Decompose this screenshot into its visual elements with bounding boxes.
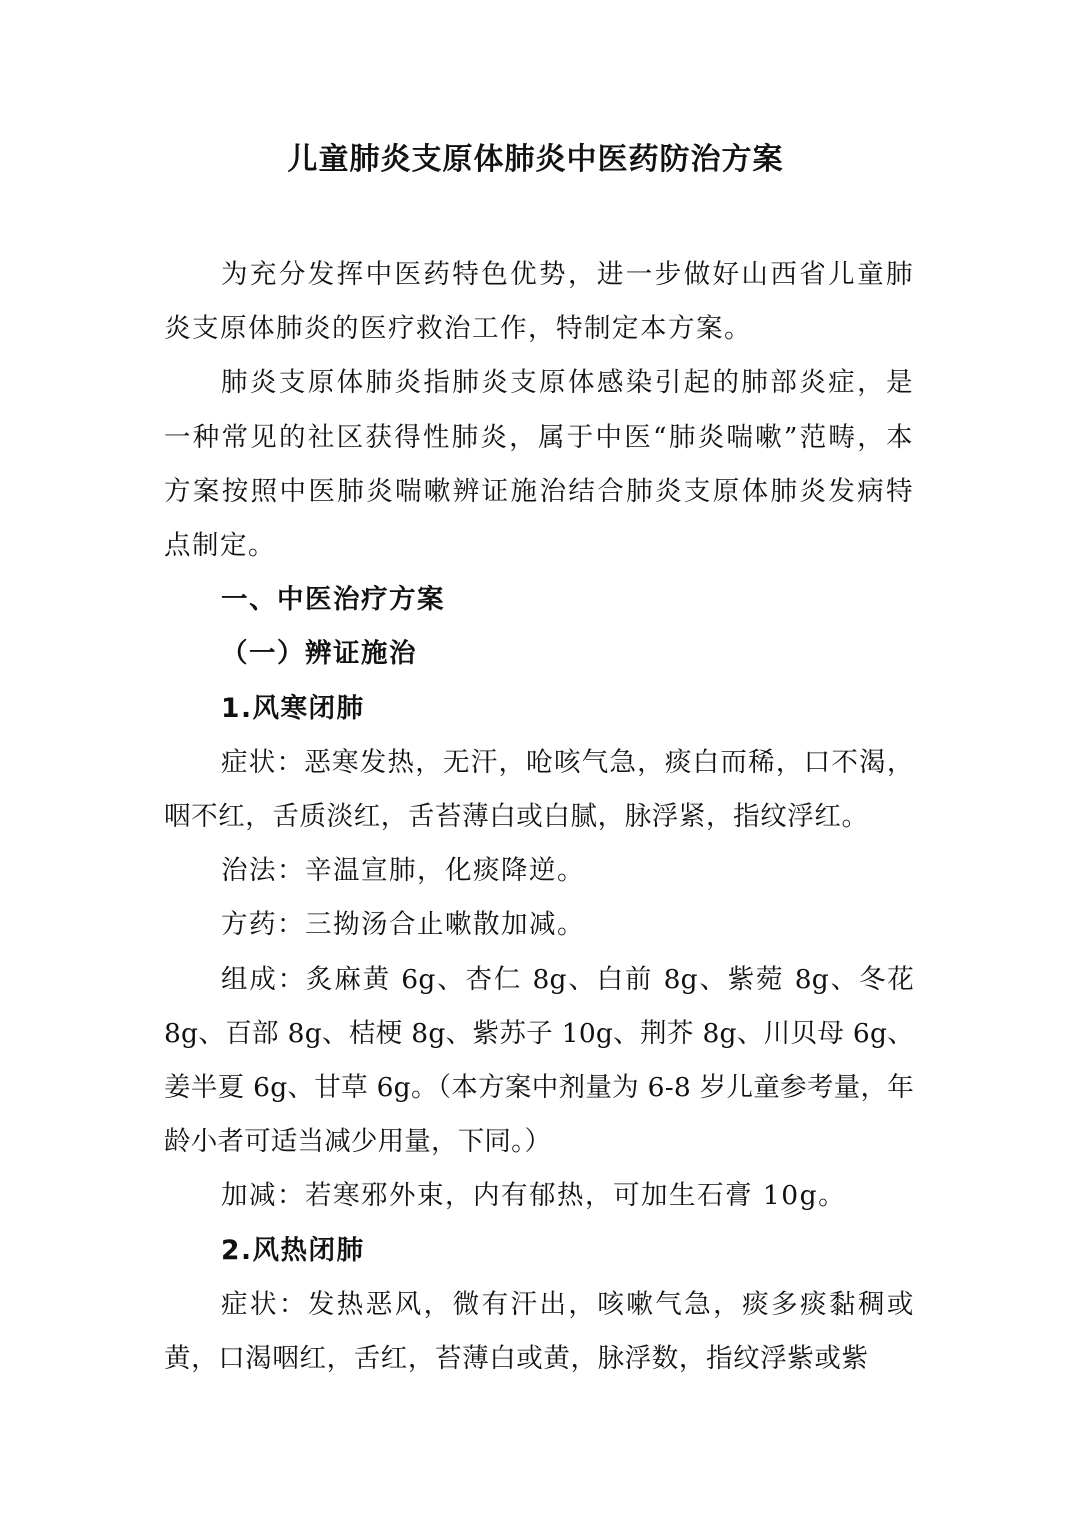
syndrome-1-title: 1.风寒闭肺 (221, 692, 365, 724)
definition-paragraph: 肺炎支原体肺炎指肺炎支原体感染引起的肺部炎症，是一种常见的社区获得性肺炎，属于中医“肺炎喘嗽”范畴，本方案按照中医肺炎喘嗽辨证施治结合肺炎支原体肺炎发病特点制定。 (164, 367, 914, 562)
syndrome-1-composition: 组成：炙麻黄 6g、杏仁 8g、白前 8g、紫菀 8g、冬花 8g、百部 8g、桔梗 8g、紫苏子 10g、荆芥 8g、川贝母 6g、姜半夏 6g、甘草 6g。（本方案中剂量为 6-8 岁儿童参考量，年龄小者可适当减少用量，下同。） (164, 963, 914, 1158)
section-heading: 一、中医治疗方案 (221, 584, 445, 616)
subsection-heading: （一）辨证施治 (221, 638, 417, 670)
syndrome-2-symptoms: 症状：发热恶风，微有汗出，咳嗽气急，痰多痰黏稠或黄，口渴咽红，舌红，苔薄白或黄，脉浮数，指纹浮紫或紫 (164, 1288, 914, 1375)
syndrome-1-prescription: 方药：三拗汤合止嗽散加减。 (221, 909, 585, 941)
document-title: 儿童肺炎支原体肺炎中医药防治方案 (287, 142, 784, 177)
intro-paragraph: 为充分发挥中医药特色优势，进一步做好山西省儿童肺炎支原体肺炎的医疗救治工作，特制定本方案。 (164, 259, 914, 345)
syndrome-1-treatment: 治法：辛温宣肺，化痰降逆。 (221, 855, 585, 887)
syndrome-1-symptoms: 症状：恶寒发热，无汗，呛咳气急，痰白而稀，口不渴，咽不红，舌质淡红，舌苔薄白或白腻，脉浮紧，指纹浮红。 (164, 746, 914, 833)
document-body (164, 248, 914, 1386)
syndrome-2-title: 2.风热闭肺 (221, 1234, 365, 1266)
syndrome-1-modification: 加减：若寒邪外束，内有郁热，可加生石膏 10g。 (221, 1180, 847, 1212)
